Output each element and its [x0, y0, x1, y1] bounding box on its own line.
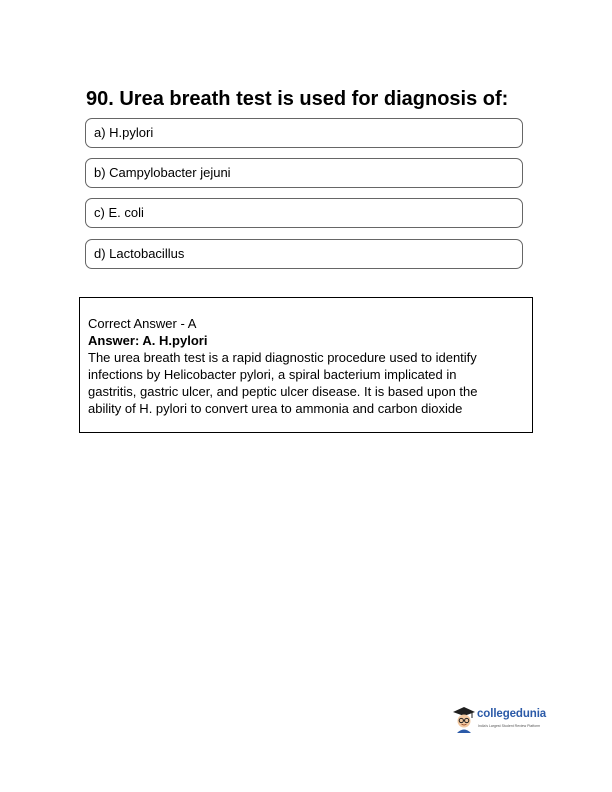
option-a[interactable]: a) H.pylori [85, 118, 523, 148]
option-b[interactable]: b) Campylobacter jejuni [85, 158, 523, 188]
correct-answer-text: Correct Answer - A [88, 316, 197, 331]
logo-tagline: India's Largest Student Review Platform [478, 724, 541, 728]
explanation-line: infections by Helicobacter pylori, a spiral bacterium implicated in [88, 367, 457, 382]
graduate-mascot-icon [452, 705, 476, 733]
option-c[interactable]: c) E. coli [85, 198, 523, 228]
collegedunia-logo [452, 703, 562, 735]
explanation-line: ability of H. pylori to convert urea to ammonia and carbon dioxide [88, 401, 463, 416]
explanation-line: gastritis, gastric ulcer, and peptic ulcer disease. It is based upon the [88, 384, 478, 399]
answer-label: Answer: A. H.pylori [88, 333, 208, 348]
explanation-line: The urea breath test is a rapid diagnostic procedure used to identify [88, 350, 477, 365]
option-d[interactable]: d) Lactobacillus [85, 239, 523, 269]
logo-name: collegedunia [477, 708, 547, 720]
question-title: 90. Urea breath test is used for diagnosis of: [86, 88, 509, 110]
answer-box [79, 297, 533, 433]
